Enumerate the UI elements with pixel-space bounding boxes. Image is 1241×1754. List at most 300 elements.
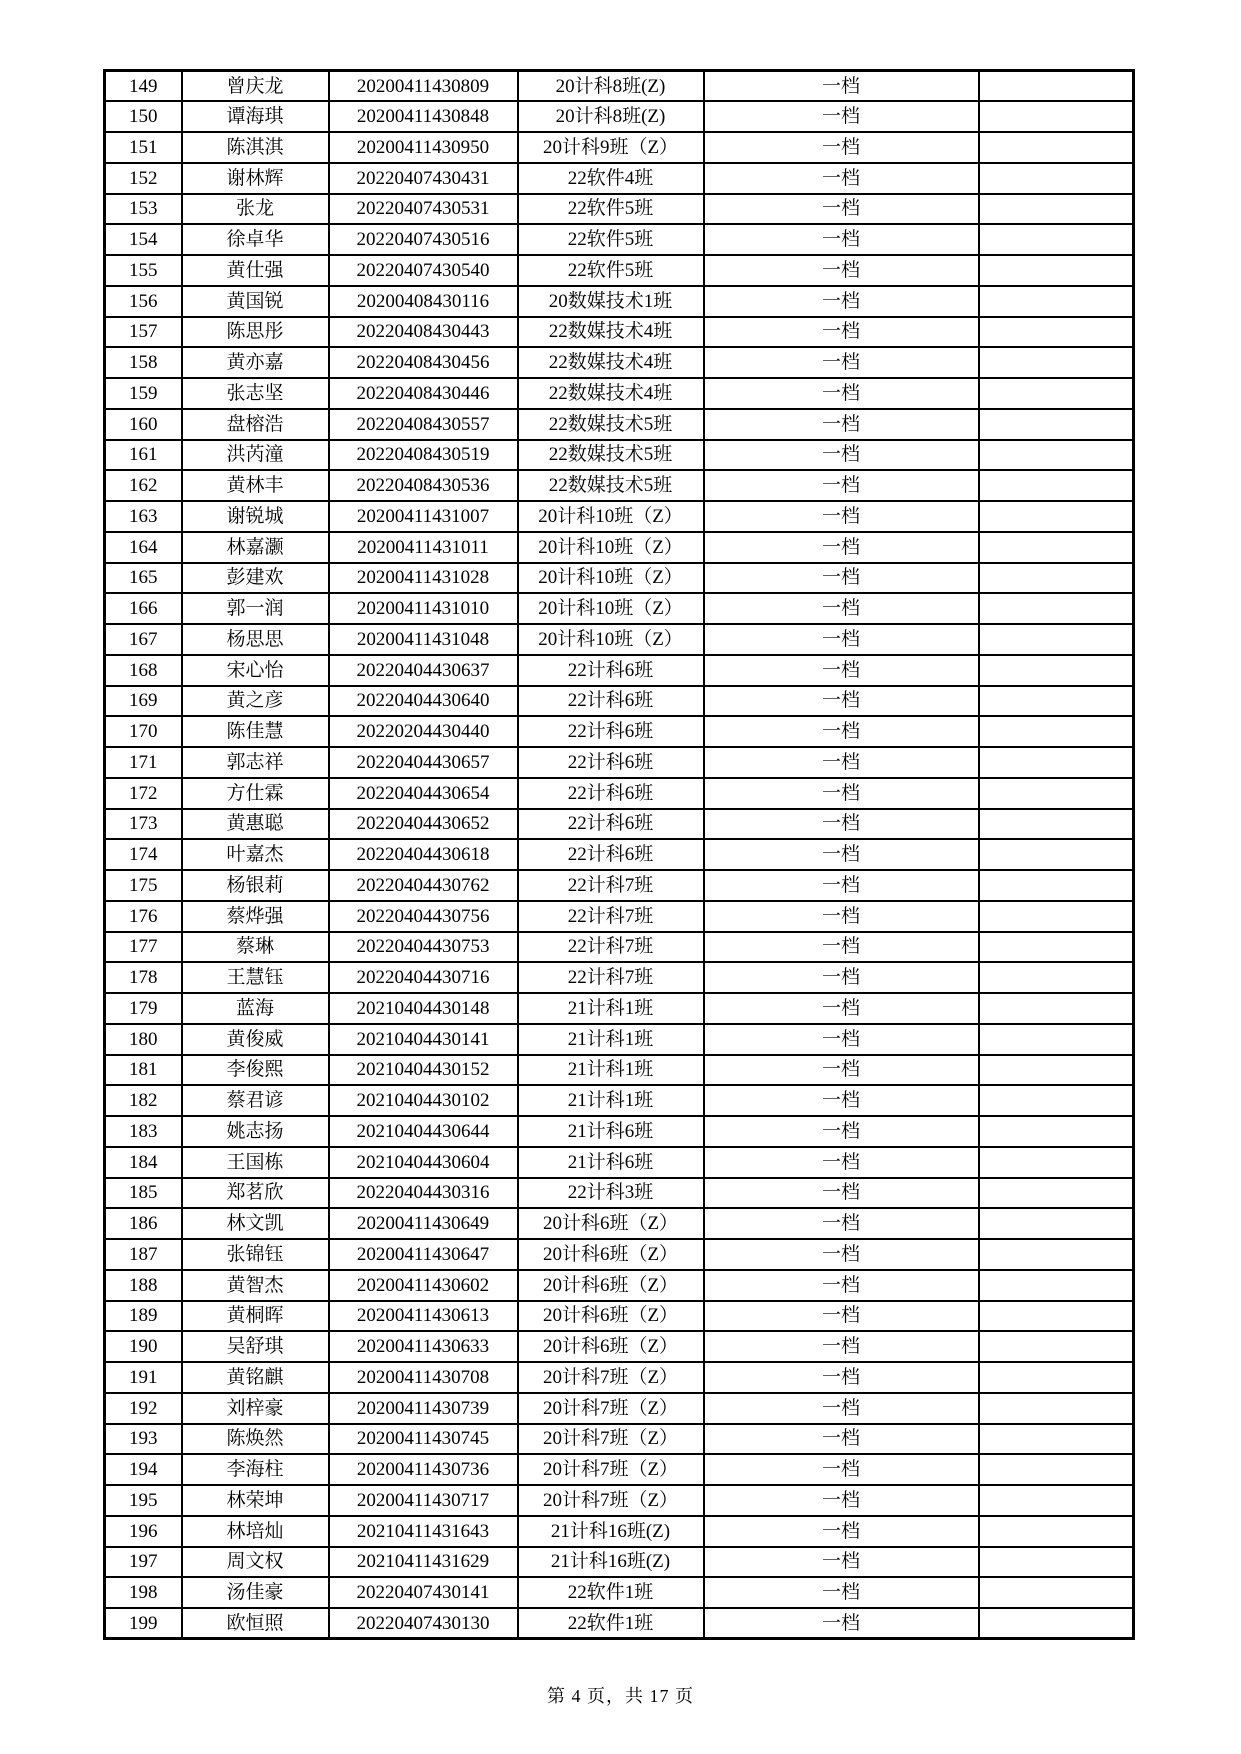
cell-class: 20数媒技术1班 <box>518 286 704 317</box>
cell-class: 22软件5班 <box>518 255 704 286</box>
cell-note <box>979 1085 1134 1116</box>
cell-note <box>979 1454 1134 1485</box>
cell-note <box>979 839 1134 870</box>
cell-tier: 一档 <box>704 655 979 686</box>
cell-tier: 一档 <box>704 1024 979 1055</box>
cell-name: 黄仕强 <box>182 255 329 286</box>
cell-tier: 一档 <box>704 1270 979 1301</box>
cell-tier: 一档 <box>704 1331 979 1362</box>
cell-note <box>979 1024 1134 1055</box>
cell-class: 20计科10班（Z） <box>518 624 704 655</box>
cell-tier: 一档 <box>704 1116 979 1147</box>
cell-class: 22计科6班 <box>518 655 704 686</box>
cell-class: 20计科7班（Z） <box>518 1362 704 1393</box>
table-row <box>105 593 1134 624</box>
cell-name: 刘梓豪 <box>182 1393 329 1424</box>
cell-student-id: 20200411430736 <box>329 1454 518 1485</box>
cell-tier: 一档 <box>704 255 979 286</box>
cell-tier: 一档 <box>704 1577 979 1608</box>
table-row <box>105 255 1134 286</box>
cell-name: 陈思彤 <box>182 317 329 348</box>
cell-name: 林文凯 <box>182 1208 329 1239</box>
cell-class: 20计科7班（Z） <box>518 1393 704 1424</box>
cell-student-id: 20220404430654 <box>329 778 518 809</box>
cell-note <box>979 901 1134 932</box>
table-row <box>105 1270 1134 1301</box>
cell-class: 22软件1班 <box>518 1608 704 1639</box>
cell-tier: 一档 <box>704 870 979 901</box>
cell-student-id: 20220408430536 <box>329 470 518 501</box>
table-row <box>105 870 1134 901</box>
cell-class: 20计科6班（Z） <box>518 1239 704 1270</box>
cell-tier: 一档 <box>704 1362 979 1393</box>
cell-name: 方仕霖 <box>182 778 329 809</box>
cell-class: 20计科6班（Z） <box>518 1208 704 1239</box>
cell-index: 170 <box>105 716 182 747</box>
table-row <box>105 163 1134 194</box>
cell-note <box>979 809 1134 840</box>
table-row <box>105 1085 1134 1116</box>
cell-note <box>979 1301 1134 1332</box>
cell-note <box>979 532 1134 563</box>
cell-index: 175 <box>105 870 182 901</box>
table-row <box>105 409 1134 440</box>
cell-student-id: 20220404430640 <box>329 686 518 717</box>
cell-index: 167 <box>105 624 182 655</box>
cell-index: 180 <box>105 1024 182 1055</box>
cell-tier: 一档 <box>704 194 979 225</box>
student-roster-table <box>103 69 1135 1640</box>
cell-class: 22数媒技术4班 <box>518 378 704 409</box>
cell-student-id: 20200411430613 <box>329 1301 518 1332</box>
cell-class: 21计科6班 <box>518 1147 704 1178</box>
cell-note <box>979 378 1134 409</box>
cell-class: 20计科8班(Z) <box>518 71 704 102</box>
cell-tier: 一档 <box>704 101 979 132</box>
table-row <box>105 778 1134 809</box>
cell-tier: 一档 <box>704 317 979 348</box>
cell-student-id: 20200411430848 <box>329 101 518 132</box>
table-row <box>105 1516 1134 1547</box>
table-row <box>105 686 1134 717</box>
cell-class: 22计科3班 <box>518 1178 704 1209</box>
cell-note <box>979 1577 1134 1608</box>
cell-tier: 一档 <box>704 132 979 163</box>
cell-name: 陈焕然 <box>182 1424 329 1455</box>
cell-student-id: 20200408430116 <box>329 286 518 317</box>
cell-name: 黄智杰 <box>182 1270 329 1301</box>
cell-note <box>979 1608 1134 1639</box>
cell-index: 176 <box>105 901 182 932</box>
cell-class: 22计科7班 <box>518 901 704 932</box>
cell-class: 22软件1班 <box>518 1577 704 1608</box>
cell-tier: 一档 <box>704 1147 979 1178</box>
table-row <box>105 317 1134 348</box>
table-row <box>105 962 1134 993</box>
cell-class: 20计科9班（Z） <box>518 132 704 163</box>
cell-index: 182 <box>105 1085 182 1116</box>
table-row <box>105 440 1134 471</box>
cell-name: 叶嘉杰 <box>182 839 329 870</box>
cell-note <box>979 1270 1134 1301</box>
cell-name: 黄林丰 <box>182 470 329 501</box>
cell-note <box>979 71 1134 102</box>
cell-name: 曾庆龙 <box>182 71 329 102</box>
cell-name: 李海柱 <box>182 1454 329 1485</box>
cell-class: 22数媒技术5班 <box>518 409 704 440</box>
table-row <box>105 71 1134 102</box>
cell-class: 20计科10班（Z） <box>518 501 704 532</box>
table-row <box>105 1024 1134 1055</box>
cell-student-id: 20220408430557 <box>329 409 518 440</box>
cell-student-id: 20200411430739 <box>329 1393 518 1424</box>
cell-student-id: 20210404430152 <box>329 1055 518 1086</box>
cell-index: 173 <box>105 809 182 840</box>
cell-class: 20计科7班（Z） <box>518 1454 704 1485</box>
cell-class: 22计科6班 <box>518 716 704 747</box>
cell-note <box>979 1516 1134 1547</box>
cell-tier: 一档 <box>704 1208 979 1239</box>
cell-note <box>979 1393 1134 1424</box>
cell-index: 189 <box>105 1301 182 1332</box>
cell-index: 169 <box>105 686 182 717</box>
cell-student-id: 20200411430647 <box>329 1239 518 1270</box>
cell-name: 张龙 <box>182 194 329 225</box>
cell-note <box>979 347 1134 378</box>
cell-note <box>979 286 1134 317</box>
cell-student-id: 20210404430141 <box>329 1024 518 1055</box>
cell-name: 林嘉灏 <box>182 532 329 563</box>
cell-index: 164 <box>105 532 182 563</box>
cell-name: 郭志祥 <box>182 747 329 778</box>
cell-student-id: 20220407430516 <box>329 224 518 255</box>
cell-index: 161 <box>105 440 182 471</box>
cell-index: 178 <box>105 962 182 993</box>
cell-student-id: 20220407430540 <box>329 255 518 286</box>
cell-tier: 一档 <box>704 1301 979 1332</box>
cell-tier: 一档 <box>704 716 979 747</box>
cell-student-id: 20220404430618 <box>329 839 518 870</box>
table-row <box>105 1301 1134 1332</box>
cell-student-id: 20220404430637 <box>329 655 518 686</box>
cell-index: 156 <box>105 286 182 317</box>
cell-note <box>979 1362 1134 1393</box>
cell-name: 黄亦嘉 <box>182 347 329 378</box>
cell-name: 徐卓华 <box>182 224 329 255</box>
cell-class: 20计科7班（Z） <box>518 1424 704 1455</box>
cell-note <box>979 1208 1134 1239</box>
cell-name: 王慧钰 <box>182 962 329 993</box>
cell-tier: 一档 <box>704 1239 979 1270</box>
cell-name: 蔡烨强 <box>182 901 329 932</box>
cell-class: 22数媒技术5班 <box>518 470 704 501</box>
cell-name: 黄铭麒 <box>182 1362 329 1393</box>
cell-class: 21计科1班 <box>518 993 704 1024</box>
cell-class: 22计科6班 <box>518 747 704 778</box>
cell-name: 谢锐城 <box>182 501 329 532</box>
cell-note <box>979 501 1134 532</box>
cell-note <box>979 317 1134 348</box>
cell-note <box>979 1239 1134 1270</box>
table-row <box>105 716 1134 747</box>
cell-class: 22软件5班 <box>518 224 704 255</box>
cell-name: 陈淇淇 <box>182 132 329 163</box>
cell-name: 黄国锐 <box>182 286 329 317</box>
cell-class: 20计科6班（Z） <box>518 1270 704 1301</box>
table-row <box>105 1577 1134 1608</box>
cell-note <box>979 624 1134 655</box>
cell-student-id: 20200411430649 <box>329 1208 518 1239</box>
cell-note <box>979 1055 1134 1086</box>
cell-note <box>979 962 1134 993</box>
table-row <box>105 347 1134 378</box>
cell-student-id: 20200411430745 <box>329 1424 518 1455</box>
cell-class: 20计科6班（Z） <box>518 1301 704 1332</box>
cell-name: 林培灿 <box>182 1516 329 1547</box>
cell-note <box>979 686 1134 717</box>
cell-tier: 一档 <box>704 593 979 624</box>
cell-tier: 一档 <box>704 624 979 655</box>
cell-class: 21计科16班(Z) <box>518 1516 704 1547</box>
cell-student-id: 20220407430431 <box>329 163 518 194</box>
cell-note <box>979 255 1134 286</box>
cell-index: 153 <box>105 194 182 225</box>
cell-note <box>979 655 1134 686</box>
table-row <box>105 1393 1134 1424</box>
page-number-footer: 第 4 页，共 17 页 <box>547 1686 694 1706</box>
cell-index: 163 <box>105 501 182 532</box>
cell-index: 192 <box>105 1393 182 1424</box>
cell-class: 22计科7班 <box>518 870 704 901</box>
cell-index: 177 <box>105 932 182 963</box>
cell-student-id: 20210411431643 <box>329 1516 518 1547</box>
cell-student-id: 20200411430717 <box>329 1485 518 1516</box>
cell-class: 20计科10班（Z） <box>518 593 704 624</box>
table-row <box>105 624 1134 655</box>
cell-student-id: 20220408430456 <box>329 347 518 378</box>
cell-class: 22计科6班 <box>518 778 704 809</box>
cell-name: 姚志扬 <box>182 1116 329 1147</box>
table-row <box>105 101 1134 132</box>
cell-tier: 一档 <box>704 962 979 993</box>
cell-index: 158 <box>105 347 182 378</box>
cell-tier: 一档 <box>704 778 979 809</box>
cell-name: 吴舒琪 <box>182 1331 329 1362</box>
cell-name: 张志坚 <box>182 378 329 409</box>
cell-student-id: 20200411431048 <box>329 624 518 655</box>
cell-class: 22数媒技术4班 <box>518 347 704 378</box>
cell-class: 21计科6班 <box>518 1116 704 1147</box>
cell-index: 185 <box>105 1178 182 1209</box>
table-row <box>105 224 1134 255</box>
table-row <box>105 932 1134 963</box>
cell-student-id: 20220404430756 <box>329 901 518 932</box>
cell-name: 盘榕浩 <box>182 409 329 440</box>
cell-student-id: 20220407430531 <box>329 194 518 225</box>
cell-note <box>979 1424 1134 1455</box>
cell-name: 黄惠聪 <box>182 809 329 840</box>
cell-student-id: 20200411431011 <box>329 532 518 563</box>
table-row <box>105 1116 1134 1147</box>
cell-note <box>979 440 1134 471</box>
cell-name: 陈佳慧 <box>182 716 329 747</box>
table-row <box>105 1608 1134 1639</box>
cell-index: 150 <box>105 101 182 132</box>
cell-index: 149 <box>105 71 182 102</box>
cell-tier: 一档 <box>704 501 979 532</box>
cell-student-id: 20220404430753 <box>329 932 518 963</box>
cell-tier: 一档 <box>704 440 979 471</box>
table-row <box>105 747 1134 778</box>
cell-name: 彭建欢 <box>182 563 329 594</box>
cell-index: 184 <box>105 1147 182 1178</box>
cell-name: 杨思思 <box>182 624 329 655</box>
cell-student-id: 20200411431007 <box>329 501 518 532</box>
cell-note <box>979 932 1134 963</box>
cell-student-id: 20200411431010 <box>329 593 518 624</box>
cell-tier: 一档 <box>704 1485 979 1516</box>
cell-student-id: 20220408430519 <box>329 440 518 471</box>
cell-name: 蔡琳 <box>182 932 329 963</box>
cell-tier: 一档 <box>704 470 979 501</box>
cell-class: 20计科8班(Z) <box>518 101 704 132</box>
cell-note <box>979 993 1134 1024</box>
cell-tier: 一档 <box>704 563 979 594</box>
student-roster-table-body <box>105 71 1134 1639</box>
cell-student-id: 20200411430950 <box>329 132 518 163</box>
cell-index: 197 <box>105 1547 182 1578</box>
cell-tier: 一档 <box>704 224 979 255</box>
cell-tier: 一档 <box>704 993 979 1024</box>
cell-student-id: 20210404430148 <box>329 993 518 1024</box>
cell-student-id: 20200411430633 <box>329 1331 518 1362</box>
cell-index: 191 <box>105 1362 182 1393</box>
cell-index: 190 <box>105 1331 182 1362</box>
cell-name: 蓝海 <box>182 993 329 1024</box>
cell-index: 194 <box>105 1454 182 1485</box>
cell-tier: 一档 <box>704 1178 979 1209</box>
cell-index: 198 <box>105 1577 182 1608</box>
cell-tier: 一档 <box>704 686 979 717</box>
cell-class: 20计科7班（Z） <box>518 1485 704 1516</box>
cell-student-id: 20220204430440 <box>329 716 518 747</box>
cell-note <box>979 1485 1134 1516</box>
cell-index: 187 <box>105 1239 182 1270</box>
cell-class: 21计科1班 <box>518 1024 704 1055</box>
cell-class: 22数媒技术5班 <box>518 440 704 471</box>
cell-class: 22计科7班 <box>518 932 704 963</box>
cell-student-id: 20200411430809 <box>329 71 518 102</box>
cell-tier: 一档 <box>704 839 979 870</box>
cell-name: 李俊熙 <box>182 1055 329 1086</box>
cell-class: 22计科7班 <box>518 962 704 993</box>
cell-index: 155 <box>105 255 182 286</box>
cell-class: 20计科6班（Z） <box>518 1331 704 1362</box>
cell-name: 郭一润 <box>182 593 329 624</box>
cell-name: 欧恒照 <box>182 1608 329 1639</box>
table-row <box>105 1547 1134 1578</box>
cell-note <box>979 101 1134 132</box>
table-row <box>105 470 1134 501</box>
cell-note <box>979 470 1134 501</box>
cell-index: 165 <box>105 563 182 594</box>
cell-index: 193 <box>105 1424 182 1455</box>
cell-name: 黄之彦 <box>182 686 329 717</box>
cell-class: 20计科10班（Z） <box>518 532 704 563</box>
table-row <box>105 1178 1134 1209</box>
cell-tier: 一档 <box>704 1424 979 1455</box>
table-row <box>105 378 1134 409</box>
cell-name: 林荣坤 <box>182 1485 329 1516</box>
cell-class: 22软件5班 <box>518 194 704 225</box>
table-row <box>105 1331 1134 1362</box>
cell-index: 199 <box>105 1608 182 1639</box>
table-row <box>105 132 1134 163</box>
cell-name: 王国栋 <box>182 1147 329 1178</box>
cell-index: 186 <box>105 1208 182 1239</box>
table-row <box>105 1208 1134 1239</box>
table-row <box>105 501 1134 532</box>
cell-index: 179 <box>105 993 182 1024</box>
cell-student-id: 20220404430316 <box>329 1178 518 1209</box>
cell-index: 160 <box>105 409 182 440</box>
table-row <box>105 809 1134 840</box>
cell-note <box>979 1547 1134 1578</box>
cell-index: 188 <box>105 1270 182 1301</box>
table-row <box>105 1424 1134 1455</box>
cell-name: 张锦钰 <box>182 1239 329 1270</box>
cell-name: 杨银莉 <box>182 870 329 901</box>
cell-name: 谭海琪 <box>182 101 329 132</box>
table-row <box>105 1362 1134 1393</box>
cell-tier: 一档 <box>704 347 979 378</box>
cell-tier: 一档 <box>704 532 979 563</box>
cell-student-id: 20210404430102 <box>329 1085 518 1116</box>
cell-name: 汤佳豪 <box>182 1577 329 1608</box>
cell-student-id: 20200411430602 <box>329 1270 518 1301</box>
cell-index: 157 <box>105 317 182 348</box>
cell-index: 174 <box>105 839 182 870</box>
table-row <box>105 1239 1134 1270</box>
cell-name: 黄桐晖 <box>182 1301 329 1332</box>
cell-index: 162 <box>105 470 182 501</box>
cell-class: 21计科16班(Z) <box>518 1547 704 1578</box>
cell-note <box>979 778 1134 809</box>
cell-index: 172 <box>105 778 182 809</box>
cell-index: 196 <box>105 1516 182 1547</box>
table-row <box>105 194 1134 225</box>
cell-student-id: 20210404430644 <box>329 1116 518 1147</box>
table-row <box>105 1454 1134 1485</box>
cell-tier: 一档 <box>704 1393 979 1424</box>
table-row <box>105 532 1134 563</box>
cell-note <box>979 716 1134 747</box>
cell-tier: 一档 <box>704 71 979 102</box>
cell-student-id: 20210411431629 <box>329 1547 518 1578</box>
cell-index: 183 <box>105 1116 182 1147</box>
cell-note <box>979 1331 1134 1362</box>
cell-student-id: 20220408430443 <box>329 317 518 348</box>
cell-name: 郑茗欣 <box>182 1178 329 1209</box>
cell-class: 22数媒技术4班 <box>518 317 704 348</box>
cell-index: 154 <box>105 224 182 255</box>
cell-tier: 一档 <box>704 1547 979 1578</box>
cell-name: 洪芮潼 <box>182 440 329 471</box>
cell-index: 168 <box>105 655 182 686</box>
cell-class: 22计科6班 <box>518 809 704 840</box>
cell-tier: 一档 <box>704 286 979 317</box>
table-row <box>105 1147 1134 1178</box>
